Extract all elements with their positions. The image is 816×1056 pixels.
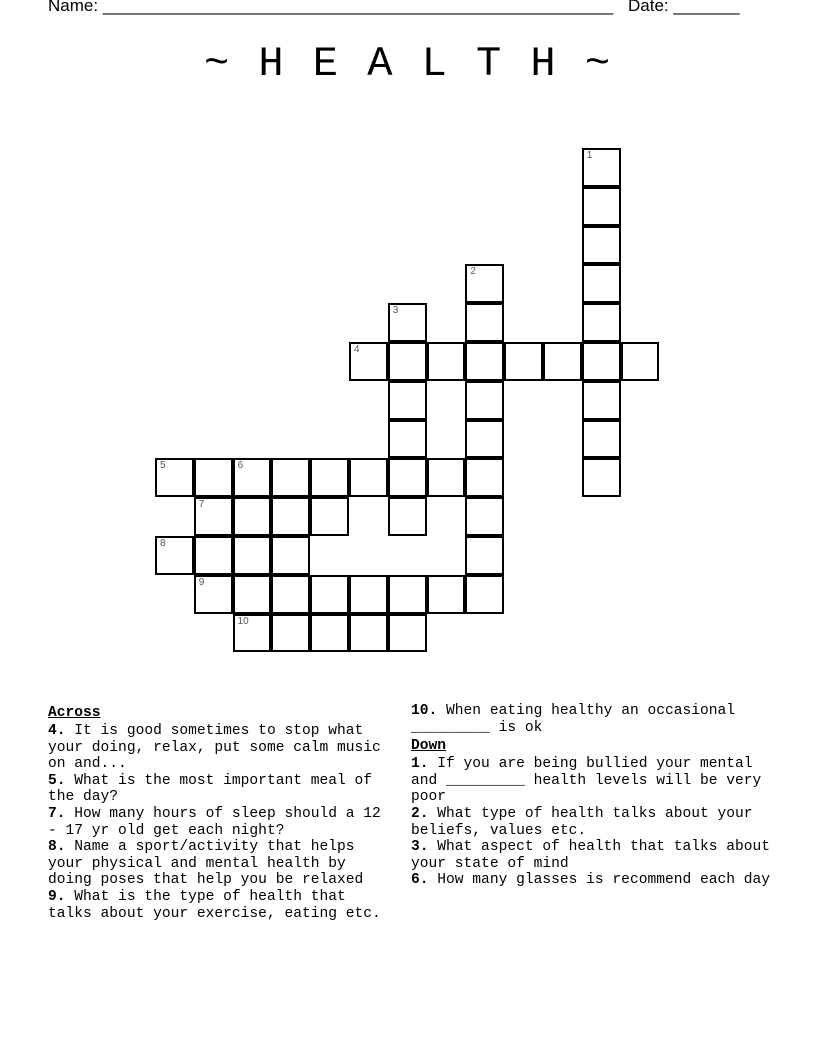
crossword-cell[interactable] [465,381,504,420]
crossword-cell[interactable] [543,342,582,381]
clue-text: Name a sport/activity that helps your physical and mental health by doing poses that help you be relaxed [48,839,364,889]
crossword-cell[interactable] [310,497,349,536]
crossword-cell[interactable] [310,575,349,614]
crossword-cell[interactable] [427,575,466,614]
crossword-cell[interactable] [233,536,272,575]
crossword-cell[interactable] [310,614,349,653]
crossword-cell[interactable] [582,303,621,342]
clue-text: What aspect of health that talks about your state of mind [411,839,771,872]
clues-left-column [48,703,393,922]
clue-number: 1. [411,756,429,773]
clue-number: 8. [48,839,66,856]
crossword-cell[interactable] [582,264,621,303]
clue-item [48,773,393,806]
down-clue-list [411,756,771,889]
down-heading: Down [411,738,447,755]
clue-item [411,839,771,872]
clue-item [48,839,393,889]
clue-text: What is the most important meal of the day? [48,772,373,806]
cell-number: 9 [198,576,205,588]
clue-text: How many hours of sleep should a 12 - 17 yr old get each night? [48,805,381,839]
crossword-cell[interactable] [465,497,504,536]
crossword-cell[interactable] [388,458,427,497]
crossword-cell[interactable] [388,614,427,653]
date-field-label[interactable]: Date: _______ [628,0,740,15]
crossword-cell[interactable] [349,458,388,497]
crossword-cell[interactable] [388,303,427,342]
clue-number: 5. [48,772,66,789]
crossword-cell[interactable] [271,614,310,653]
crossword-cell[interactable] [349,614,388,653]
crossword-cell[interactable] [233,575,272,614]
crossword-cell[interactable] [465,342,504,381]
cell-number: 4 [354,344,360,355]
clue-text: When eating healthy an occasional _________ is ok [411,703,736,736]
crossword-cell[interactable] [271,497,310,536]
clue-item [48,723,393,773]
cell-number: 7 [198,499,205,511]
crossword-cell[interactable] [388,575,427,614]
crossword-cell[interactable] [155,536,194,575]
cell-number: 5 [160,460,166,472]
crossword-cell[interactable] [233,497,272,536]
crossword-cell[interactable] [582,226,621,265]
crossword-cell[interactable] [582,420,621,459]
crossword-cell[interactable] [194,575,233,614]
crossword-cell[interactable] [233,614,272,653]
clue-item [411,806,771,839]
clue-text: If you are being bullied your mental and _________ health levels will be very poor [411,756,762,806]
clue-item [48,806,393,839]
crossword-cell[interactable] [465,303,504,342]
crossword-cell[interactable] [194,458,233,497]
clue-text: What is the type of health that talks about your exercise, eating etc. [48,888,381,922]
crossword-cell[interactable] [465,536,504,575]
across-heading: Across [48,705,101,721]
clue-item [48,889,393,922]
crossword-cell[interactable] [271,536,310,575]
crossword-cell[interactable] [349,342,388,381]
clue-number: 7. [48,805,66,822]
cell-number: 6 [237,460,244,472]
crossword-cell[interactable] [582,187,621,226]
page-title: ~ H E A L T H ~ [203,40,613,88]
clue-item [411,756,771,806]
clue-number: 9. [48,888,66,905]
crossword-cell[interactable] [621,342,660,381]
crossword-cell[interactable] [465,575,504,614]
crossword-cell[interactable] [465,264,504,303]
name-field-label[interactable]: Name: ______________________________________________________ [48,0,614,15]
crossword-cell[interactable] [349,575,388,614]
crossword-cell[interactable] [155,458,194,497]
cell-number: 8 [160,538,166,549]
crossword-cell[interactable] [388,420,427,459]
clue-text: It is good sometimes to stop what your doing, relax, put some calm music on and... [48,723,381,773]
crossword-cell[interactable] [427,458,466,497]
crossword-cell[interactable] [271,575,310,614]
crossword-cell[interactable] [465,420,504,459]
across-clue-list [48,723,393,922]
crossword-cell[interactable] [582,148,621,187]
crossword-cell[interactable] [271,458,310,497]
crossword-cell[interactable] [388,497,427,536]
crossword-cell[interactable] [388,381,427,420]
clue-number: 2. [411,805,429,822]
cell-number: 2 [470,266,476,278]
crossword-cell[interactable] [582,342,621,381]
clue-number: 4. [48,723,66,739]
crossword-cell[interactable] [310,458,349,497]
clue-number: 3. [411,839,429,856]
crossword-cell[interactable] [388,342,427,381]
clue-number: 6. [411,872,429,889]
clue-text: How many glasses is recommend each day [428,872,771,889]
clue-number: 10. [411,703,438,719]
crossword-cell[interactable] [582,381,621,420]
clues-right-column [411,703,771,889]
crossword-cell[interactable] [427,342,466,381]
cell-number: 1 [586,150,593,161]
crossword-cell[interactable] [582,458,621,497]
clue-item [411,703,771,736]
crossword-cell[interactable] [194,497,233,536]
crossword-cell[interactable] [504,342,543,381]
clue-item [411,872,771,889]
clue-text: What type of health talks about your beliefs, values etc. [411,805,753,839]
crossword-cell[interactable] [194,536,233,575]
cell-number: 10 [237,615,249,627]
crossword-cell[interactable] [465,458,504,497]
across-clue-list-continued [411,703,771,736]
crossword-cell[interactable] [233,458,272,497]
cell-number: 3 [392,305,399,317]
